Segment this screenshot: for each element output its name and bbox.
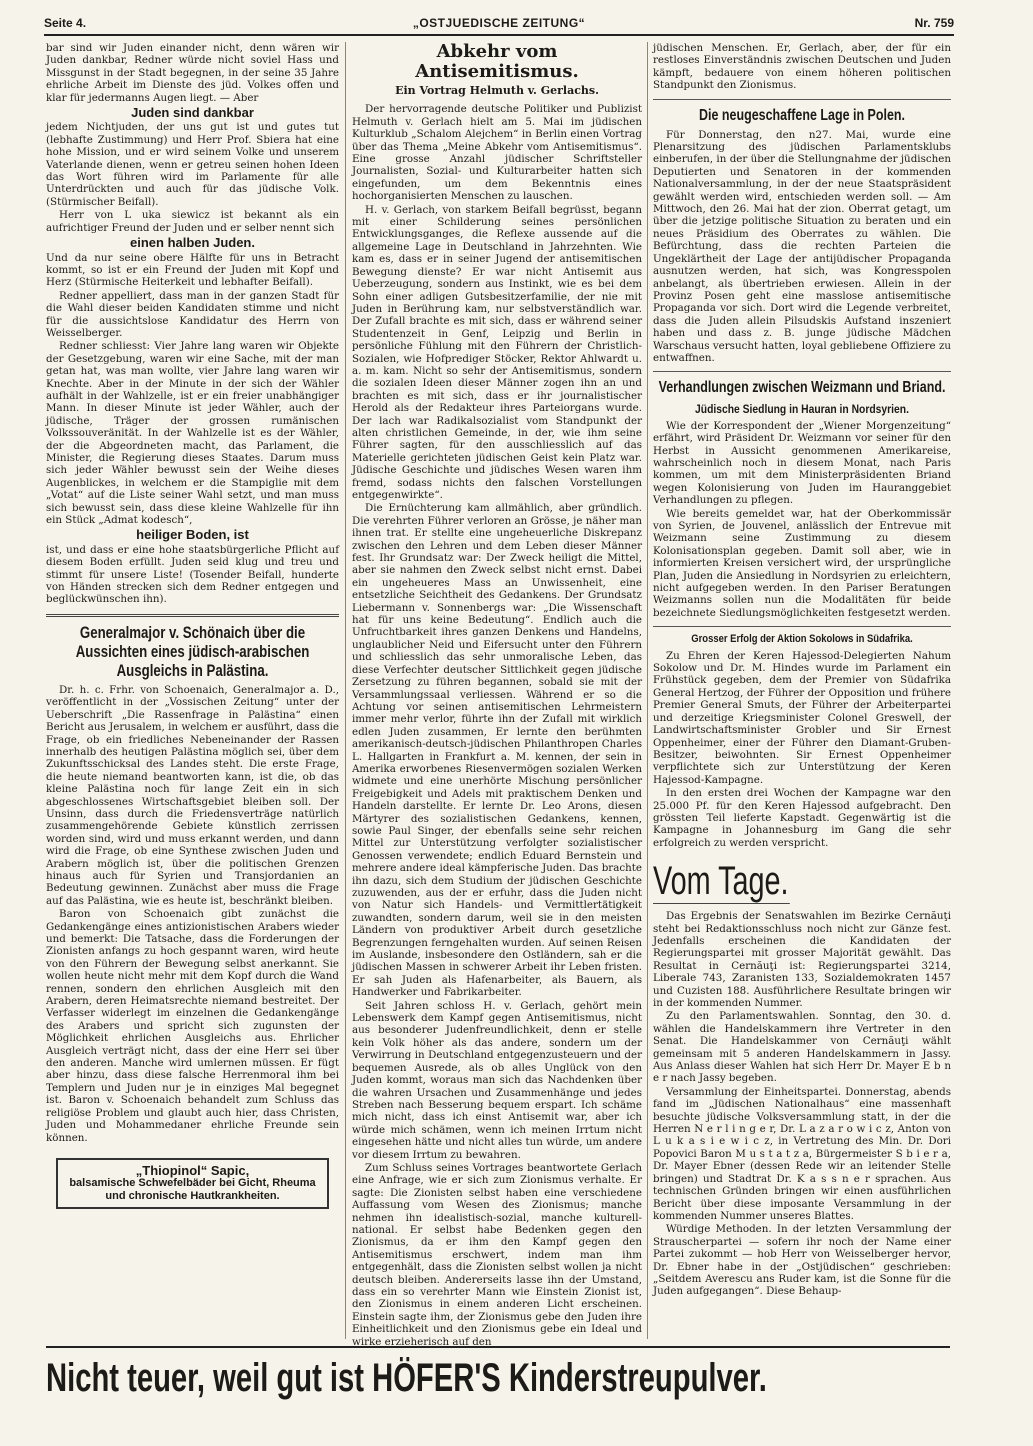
footer-advertisement	[46, 1346, 950, 1408]
paragraph: Redner schliesst: Vier Jahre lang waren wir Objekte der Gesetzgebung, waren wir eine Sache, mit der man getan hat, was man wollte, vier Jahre lang waren wir Knechte. Aber in der Minute in der sich der Wähler aufhält in der Wahlzelle, ist er ein freier unabhängiger Mann. In dieser Minute ist jeder Wähler, auch der jüdische, Träger der grossen rumänischen Volkssouveränität. In der Wahlzelle ist es der Wähler, der die Abgeordneten macht, das Parlament, die Minister, die Regierung dieses Staates. Darum muss sich jeder Wähler bewusst sein der Weihe dieses Augenblickes, in welchem er die Stampiglie mit dem „Votat“ auf die Liste seiner Wahl setzt, und man muss sich bewusst sein, dass diese kleine Wahlzelle für ihn ein Stück „Admat kodesch“,	[46, 340, 339, 527]
paragraph: Würdige Methoden. In der letzten Versammlung der Strauscherpartei — sofern ihr noch der Name einer Partei zukommt — hob Herr von Weisselberger hervor, Dr. Ebner habe in der „Ostjüdischen“ geschrieben: „Seitdem Averescu ans Ruder kam, ist die Sonne für die Juden aufgegangen“. Diese Behaup-	[653, 1223, 951, 1298]
page-number: Seite 4.	[44, 16, 87, 30]
paragraph: jüdischen Menschen. Er, Gerlach, aber, der für ein restloses Einverständnis zwischen Deutschen und Juden kämpft, bedauere von einem höheren politischen Standpunkt den Zionismus.	[653, 42, 951, 92]
page-header	[44, 14, 954, 36]
ad-title: „Thiopinol“ Sapic,	[135, 1162, 250, 1178]
paragraph: ist, und dass er eine hohe staatsbürgerliche Pflicht auf diesem Boden erfüllt. Juden seid klug und treu und stimmt für unsere Liste! (Tosender Beifall, hunderte von Händen strecken sich dem Redner entgegen und beglückwünschen ihn).	[46, 543, 339, 606]
article-headline: Verhandlungen zwischen Weizmann und Briand.	[658, 379, 946, 397]
paragraph: H. v. Gerlach, von starkem Beifall begrüsst, begann mit einer Schilderung seines persönlichen Entwicklungsganges, die Reflexe aussende auf die allgemeine Lage in Deutschland in Jahrzehnten. Wie kam es, dass er in seiner Jugend der antisemitischen Bewegung dienste? Er war nicht Antisemit aus Ueberzeugung, sondern aus Instinkt, wie es bei dem Sohn einer adligen Gutsbesitzerfamilie, der nie mit Juden in Berührung kam, nur selbstverständlich war. Der Zufall brachte es mit sich, dass er während seiner Studentenzeit in Genf, Leipzig und Berlin in persönliche Fühlung mit den Führern der Christlich-Sozialen, wie Hofprediger Stöcker, Rektor Ahlwardt u. a. m. kam. Nicht so sehr der Antisemitismus, sondern die sozialen Ideen dieser Männer zogen ihn an und brachten es mit sich, dass er ihr journalistischer Herold als der Redakteur ihres Parteiorgans wurde. Der lach war Radikalsozialist vom Standpunkt der alten christlichen Gemeinde, in der, wie ihm seine Führer sagten, für den ausschliesslich auf das Materielle gerichteten jüdischen Geist kein Platz war. Jüdische Geschichte und jüdisches Wesen waren ihm fremd, sodass nichts den falschen Vorstellungen entgegenwirkte“.	[352, 203, 642, 501]
paragraph: Wie bereits gemeldet war, hat der Oberkommissär von Syrien, de Jouvenel, anlässlich der Entrevue mit Weizmann seine Zustimmung zu diesem Kolonisationsplan gegeben. Damit soll aber, wie in informierten Kreisen versichert wird, der ursprüngliche Plan, Juden die Ansiedlung in Nordsyrien zu erleichtern, nicht aufgegeben werden. In den Pariser Beratungen Weizmanns sollen nun die Modalitäten für beide bezeichnete Siedlungsmöglichkeiten festgesetzt werden.	[653, 507, 951, 619]
column-rule	[647, 42, 648, 1339]
footer-ad-text: Nicht teuer, weil gut ist HÖFER'S Kinderstreupulver.	[46, 1356, 767, 1400]
paragraph: Das Ergebnis der Senatswahlen im Bezirke Cernăuţi steht bei Redaktionsschluss noch nicht zur Gänze fest. Jedenfalls erscheinen die Kandidaten der Regierungspartei mit grosser Majorität gewählt. Das Resultat in Cernăuţi ist: Regierungspartei 3214, Liberale 743, Zaranisten 133, Sozialdemokraten 1457 und Cuzisten 188. Ausführlichere Resultate bringen wir in der kommenden Nummer.	[653, 910, 951, 1009]
paragraph: Zum Schluss seines Vortrages beantwortete Gerlach eine Anfrage, wie er sich zum Zionismus verhalte. Er sagte: Die Zionisten selbst haben eine verschiedene Auffassung vom Wesen des Zionismus; manche nehmen ihn idealistisch-sozial, manche kulturell-national. Er selbst habe Bedenken gegen den Zionismus, da er ihm den Kampf gegen den Antisemitismus erschwert, indem man ihm entgegenhält, dass die Zionisten selbst wollen ja nicht deutsch bleiben. Andererseits lasse ihn der Umstand, dass ein so verehrter Mann wie Einstein Zionist ist, den Zionismus in einem anderen Licht erscheinen. Einstein sagte ihm, der Zionismus gebe den Juden ihre Einheitlichkeit und den Zionismus gebe ein Ideal und wirke erzieherisch auf den	[352, 1161, 642, 1348]
paragraph: jedem Nichtjuden, der uns gut ist und gutes tut (lebhafte Zustimmung) und Herr Prof. Sbiera hat eine hohe Mission, und er wird seinem Volke und unserem Vaterlande dienen, wenn er getreu seinen hohen Ideen das Wort führen wird im Parlamente für alle Unterdrückten und auch für das jüdische Volk. (Stürmischer Beifall).	[46, 121, 339, 208]
section-heading: Vom Tage.	[653, 859, 789, 904]
article-headline: Abkehr vom Antisemitismus.	[415, 41, 579, 82]
article-headline: Generalmajor v. Schönaich über die Aussichten eines jüdisch-arabischen Ausgleichs in Palästina.	[75, 622, 310, 680]
paragraph: Zu Ehren der Keren Hajessod-Delegierten Nahum Sokolow und Dr. M. Hindes wurde im Parlament ein Frühstück gegeben, dem der Premier von Südafrika General Hertzog, der Führer der Opposition und frühere Premier General Smuts, der Führer der Arbeiterpartei und derzeitige Kriegsminister Colonel Greswell, der Landwirtschaftsminister Grobler und Sir Ernest Oppenheimer, einer der Führer den Diamant-Gruben-Besitzer, beiwohnten. Sir Ernest Oppenheimer verpflichtete sich zur Unterstützung der Keren Hajessod-Kampagne.	[653, 649, 951, 786]
subheading: Juden sind dankbar	[131, 105, 254, 121]
paragraph: Herr von L uka siewicz ist bekannt als ein aufrichtiger Freund der Juden und er selber nennt sich	[46, 209, 339, 234]
paragraph: Dr. h. c. Frhr. von Schoenaich, Generalmajor a. D., veröffentlicht in der „Vossischen Zeitung“ unter der Ueberschrift „Die Rassenfrage in Palästina“ einen Bericht aus Jerusalem, in welchem er ausführt, dass die Frage, ob ein friedliches Nebeneinander der Rassen innerhalb des heutigen Palästina möglich sei, über dem Zukunftsschicksal des Landes steht. Die erste Frage, die heute niemand beantworten kann, ist die, ob das kleine Palästina noch für lange Zeit ein in sich abgeschlossenes Wirtschaftsgebiet bleiben soll. Der Unsinn, dass durch die Friedensverträge natürlich zusammengehörende Gebiete künstlich zerrissen worden sind, wird und muss erkannt werden, und dann wird die Frage, ob eine Synthese zwischen Juden und Arabern möglich ist, über die politischen Grenzen hinaus auch für Syrien und Transjordanien an Bedeutung gewinnen. Zunächst aber muss die Frage auf das Palästina, wie es heute ist, beschränkt bleiben.	[46, 683, 339, 907]
article-headline: Grosser Erfolg der Aktion Sokolows in Südafrika.	[691, 633, 913, 646]
ad-line: balsamische Schwefelbäder bei Gicht, Rheuma	[69, 1176, 316, 1189]
column-left	[46, 42, 339, 1339]
subheading: einen halben Juden.	[130, 235, 255, 251]
subheading: heiliger Boden, ist	[136, 527, 249, 543]
paragraph: Für Donnerstag, den n27. Mai, wurde eine Plenarsitzung des jüdischen Parlamentsklubs einberufen, in der über die Stellungnahme der jüdischen Deputierten und Senatoren in der kommenden Nationalversammlung, in der der neue Staatspräsident gewählt werden wird, entschieden werden soll. — Am Mittwoch, den 26. Mai hat der zion. Oberrat getagt, um über die jetzige politische Situation zu beraten und ein neues Präsidium des Oberrates zu wählen. Die Befürchtung, dass die rechten Parteien die Ungeklärtheit der Lage der antijüdischer Propaganda ausnutzen werden, hat sich, was Kongresspolen anbelangt, als übertrieben erwiesen. Allein in der Provinz Posen geht eine masslose antisemitische Propaganda vor sich. Dort wird die Legende verbreitet, dass die Juden allein Pilsudskis Aufstand inszeniert haben und dass z. B. junge jüdische Mädchen Warschaus versucht hatten, loyal gebliebene Offiziere zu entwaffnen.	[653, 128, 951, 364]
article-subheading: Ein Vortrag Helmuth v. Gerlachs.	[395, 84, 599, 97]
column-rule	[345, 42, 346, 1339]
issue-number: Nr. 759	[914, 16, 954, 30]
divider	[653, 99, 951, 100]
paragraph: Der hervorragende deutsche Politiker und Publizist Helmuth v. Gerlach hielt am 5. Mai im jüdischen Kulturklub „Schalom Alejchem“ in Berlin einen Vortrag über das Thema „Meine Abkehr vom Antisemitismus“. Eine grosse Anzahl jüdischer Schriftsteller Journalisten, Sozial- und Kulturarbeiter hatten sich eingefunden, um dem Bekenntnis eines hochorganisierten Menschen zu lauschen.	[352, 103, 642, 203]
column-right	[653, 42, 951, 1339]
paragraph: Wie der Korrespondent der „Wiener Morgenzeitung“ erfährt, wird Präsident Dr. Weizmann vor seiner für den Herbst in Aussicht genommenen Amerikareise, wahrscheinlich noch in diesem Monat, nach Paris kommen, um mit dem Ministerpräsidenten Briand wegen Kolonisierung von Juden im Hauranggebiet Verhandlungen zu pflegen.	[653, 419, 951, 507]
divider	[46, 614, 339, 617]
paragraph: Redner appelliert, dass man in der ganzen Stadt für die Wahl dieser beiden Kandidaten stimme und nicht für die aussichtslose Kandidatur des Herrn von Weisselberger.	[46, 289, 339, 339]
divider	[653, 371, 951, 372]
paragraph: Baron von Schoenaich gibt zunächst die Gedankengänge eines antizionistischen Arabers wieder und bemerkt: Die Tatsache, dass die Forderungen der Zionisten anfangs zu hoch gespannt waren, wird heute von den Führern der Bewegung selbst anerkannt. Sie wollen heute nicht mehr mit dem Kopf durch die Wand rennen, sondern den ehrlichen Ausgleich mit den Arabern, deren Heimatsrechte niemand bestreitet. Der Verfasser widerlegt im einzelnen die Gedankengänge des Arabers und spricht sich zugunsten der Möglichkeit ehrlichen Ausgleichs aus. Ehrlicher Ausgleich verträgt nicht, dass der eine Herr sei über den anderen. Manche wird umlernen müssen. Er fügt aber hinzu, dass diese falsche Herrenmoral ihm bei Templern und Juden nur je in einziges Mal begegnet ist. Baron v. Schoenaich behandelt zum Schluss das religiöse Problem und glaubt auch hier, dass Christen, Juden und Mohammedaner ehrliche Freunde sein können.	[46, 908, 339, 1144]
divider	[653, 626, 951, 627]
advertisement-box	[56, 1158, 329, 1209]
paragraph: Die Ernüchterung kam allmählich, aber gründlich. Die verehrten Führer verloren an Grösse, je näher man ihnen trat. Er stellte eine ungeheuerliche Diskrepanz zwischen den Lehren und dem Leben dieser Männer fest. Ihr Grundsatz war: Der Zweck heiligt die Mittel, aber sie nahmen den Zweck selbst nicht ernst. Dabei ein ungeheueres Mass an Unwissenheit, eine entsetzliche Seichtheit des Gedankens. Der Grundsatz Liebermann v. Sonnenbergs war: „Die Wissenschaft hat für uns keine Bedeutung“. Endlich auch die Unfruchtbarkeit ihres ganzen Denkens und Handelns, unglaublicher Neid und Eifersucht unter den Führern und schliesslich das sehr unmoralische Leben, das diese Verfechter deutscher Sittlichkeit gegen jüdische Zersetzung zu führen begannen, sobald sie mit der Versammlungssaal verliessen. Während er so die Achtung vor seinen antisemitischen Lehrmeistern immer mehr verlor, führte ihn der Zufall mit wirklich edlen Juden zusammen, Er lernte den berühmten amerikanisch-deutsch-jüdischen Philanthropen Charles L. Hallgarten in Frankfurt a. M. kennen, der sein in Amerika erworbenes Riesenvermögen sozialen Werken widmete und eine unerhörte Mischung persönlicher Freigebigkeit und Adels mit praktischem Denken und Handeln darstellte. Er lernte Dr. Leo Arons, diesen Märtyrer des sozialistischen Gedankens, kennen, sowie Paul Singer, der ebenfalls seine sehr reichen Mittel zur Unterstützung verfolgter sozialistischer Genossen verwendete; endlich Eduard Bernstein und mehrere andere ideal kämpferische Juden. Das brachte ihn dazu, sich dem Studium der jüdischen Geschichte zuzuwenden, aus der er erfuhr, dass die Juden nicht von Natur sich Handels- und Vermittlertätigkeit zuwandten, sondern darum, weil sie in den meisten Ländern von produktiver Arbeit durch gesetzliche Begrenzungen ferngehalten wurden. Auf seinen Reisen im Auslande, insbesondere den Ostländern, sah er die jüdischen Massen in schwerer Arbeit ihr Leben fristen. Er sah Juden als Hafenarbeiter, als Bauern, als Handwerker und Fabrikarbeiter.	[352, 502, 642, 999]
ad-line: und chronische Hautkrankheiten.	[105, 1189, 280, 1202]
paragraph: In den ersten drei Wochen der Kampagne war den 25.000 Pf. für den Keren Hajessod aufgebracht. Den grössten Teil lieferte Kapstadt. Gegenwärtig ist die Kampagne in Johannesburg im Gang die sehr erfolgreich zu werden verspricht.	[653, 787, 951, 849]
newspaper-title: „OSTJUEDISCHE ZEITUNG“	[412, 16, 586, 30]
paragraph: Seit Jahren schloss H. v. Gerlach, gehört mein Lebenswerk dem Kampf gegen Antisemitismus, nicht aus besonderer Judenfreundlichkeit, denn er stelle kein Volk höher als das andere, sondern um der Verwirrung in Deutschland entgegenzusteuern und der bequemen Ausrede, als ob alles Unglück von den Juden kommt, woraus man sich das Nachdenken über die wahren Ursachen und Zusammenhänge und jedes Streben nach Besserung bequem erspart. Ich schäme mich nicht, dass ich einst Antisemit war, aber ich würde mich schämen, wenn ich meinen Irrtum nicht eingesehen hätte und nicht alles tun würde, um andere vor diesem Irrtum zu bewahren.	[352, 999, 642, 1161]
article-headline: Die neugeschaffene Lage in Polen.	[699, 106, 905, 124]
article-subheading: Jüdische Siedlung in Hauran in Nordsyrien.	[695, 402, 909, 417]
paragraph: bar sind wir Juden einander nicht, denn wären wir Juden dankbar, Redner würde nicht soviel Hass und Missgunst in der Stadt begegnen, in der seine 35 Jahre ehrliche Arbeit im Dienste des jüd. Volkes offen und klar für jedermanns Augen liegt. — Aber	[46, 42, 339, 104]
column-middle	[352, 41, 642, 1348]
paragraph: Versammlung der Einheitspartei. Donnerstag, abends fand im „Jüdischen Nationalhaus“ eine massenhaft besuchte jüdische Volksversammlung statt, in der die Herren N e r l i n g e r, Dr. L a z a r o w i c z, Anton von L u k a s i e w i c z, in Vertretung des Min. Dr. Dori Popovici Baron M u s t a t z a, Bürgermeister S b i e r a, Dr. Mayer Ebner (dessen Rede wir an leitender Stelle bringen) und Stadtrat Dr. K a s s n e r sprachen. Aus technischen Gründen bringen wir einen ausführlichen Bericht über diese imposante Versammlung in der kommenden Nummer unseres Blattes.	[653, 1085, 951, 1222]
paragraph: Und da nur seine obere Hälfte für uns in Betracht kommt, so ist er ein Freund der Juden mit Kopf und Herz (Stürmische Heiterkeit und lebhafter Beifall).	[46, 251, 339, 289]
paragraph: Zu den Parlamentswahlen. Sonntag, den 30. d. wählen die Handelskammern ihre Vertreter in den Senat. Die Handelskammer von Cernăuţi wählt gemeinsam mit 5 anderen Handelskammern in Jassy. Aus Anlass dieser Wahlen hat sich Herr Dr. Mayer E b n e r nach Jassy begeben.	[653, 1010, 951, 1085]
